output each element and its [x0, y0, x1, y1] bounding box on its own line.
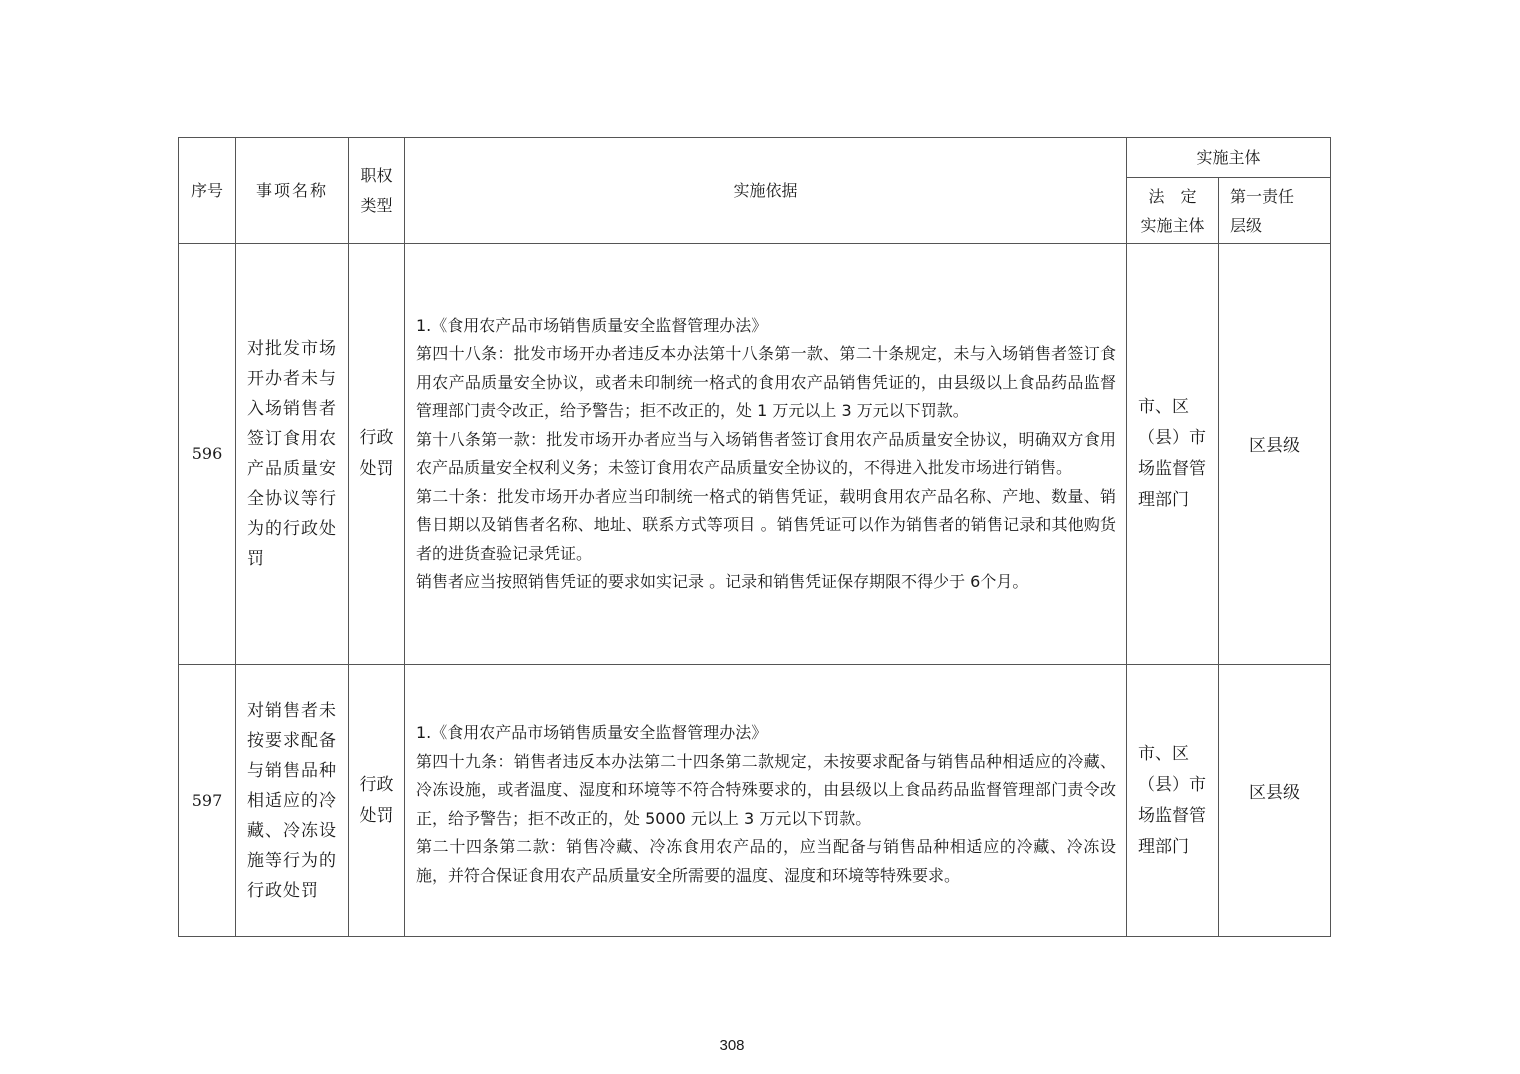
basis-line: 1.《食用农产品市场销售质量安全监督管理办法》	[416, 315, 768, 335]
header-power-type: 职权 类型	[349, 138, 405, 244]
row-first-resp-level: 区县级	[1219, 244, 1331, 665]
row-basis	[405, 665, 1127, 937]
header-item-name: 事项名称	[236, 138, 349, 244]
basis-line: 第十八条第一款：批发市场开办者应当与入场销售者签订食用农产品质量安全协议，明确双方食用农产品质量安全权利义务；未签订食用农产品质量安全协议的，不得进入批发市场进行销售。	[416, 429, 1116, 477]
basis-line: 第四十九条：销售者违反本办法第二十四条第二款规定，未按要求配备与销售品种相适应的冷藏、冷冻设施，或者温度、湿度和环境等不符合特殊要求的，由县级以上食品药品监督管理部门责令改正，给予警告；拒不改正的，处 5000 元以上 3 万元以下罚款。	[416, 751, 1116, 828]
basis-line: 第四十八条：批发市场开办者违反本办法第十八条第一款、第二十条规定，未与入场销售者签订食用农产品质量安全协议，或者未印制统一格式的食用农产品销售凭证的，由县级以上食品药品监督管理部门责令改正，给予警告；拒不改正的，处 1 万元以上 3 万元以下罚款。	[416, 344, 1116, 420]
row-legal-subject: 市、区（县）市场监督管理部门	[1127, 665, 1219, 937]
row-seq: 597	[179, 665, 236, 937]
basis-line: 1.《食用农产品市场销售质量安全监督管理办法》	[416, 723, 768, 742]
table-row	[179, 665, 1331, 937]
row-power-type: 行政 处罚	[349, 244, 405, 665]
header-subject-group: 实施主体	[1127, 138, 1331, 178]
header-seq: 序号	[179, 138, 236, 244]
header-row-1	[179, 138, 1331, 178]
row-power-type: 行政 处罚	[349, 665, 405, 937]
row-item-name: 对批发市场开办者未与入场销售者签订食用农产品质量安全协议等行为的行政处罚	[236, 244, 349, 665]
basis-line: 销售者应当按照销售凭证的要求如实记录 。记录和销售凭证保存期限不得少于 6个月。	[416, 572, 1029, 591]
basis-line: 第二十四条第二款：销售冷藏、冷冻食用农产品的，应当配备与销售品种相适应的冷藏、冷冻设施，并符合保证食用农产品质量安全所需要的温度、湿度和环境等特殊要求。	[416, 837, 1116, 885]
row-legal-subject: 市、区（县）市场监督管理部门	[1127, 244, 1219, 665]
enforcement-table	[178, 137, 1331, 937]
row-seq: 596	[179, 244, 236, 665]
table-row	[179, 244, 1331, 665]
row-item-name: 对销售者未按要求配备与销售品种相适应的冷藏、冷冻设施等行为的行政处罚	[236, 665, 349, 937]
header-basis: 实施依据	[405, 138, 1127, 244]
page-number: 308	[719, 1037, 745, 1054]
basis-line: 第二十条：批发市场开办者应当印制统一格式的销售凭证，载明食用农产品名称、产地、数量、销售日期以及销售者名称、地址、联系方式等项目 。销售凭证可以作为销售者的销售记录和其他购货者的进货查验记录凭证。	[416, 486, 1116, 563]
row-basis	[405, 244, 1127, 665]
header-legal-subject: 法 定 实施主体	[1127, 178, 1219, 244]
row-first-resp-level: 区县级	[1219, 665, 1331, 937]
header-first-resp-level: 第一责任 层级	[1219, 178, 1331, 244]
